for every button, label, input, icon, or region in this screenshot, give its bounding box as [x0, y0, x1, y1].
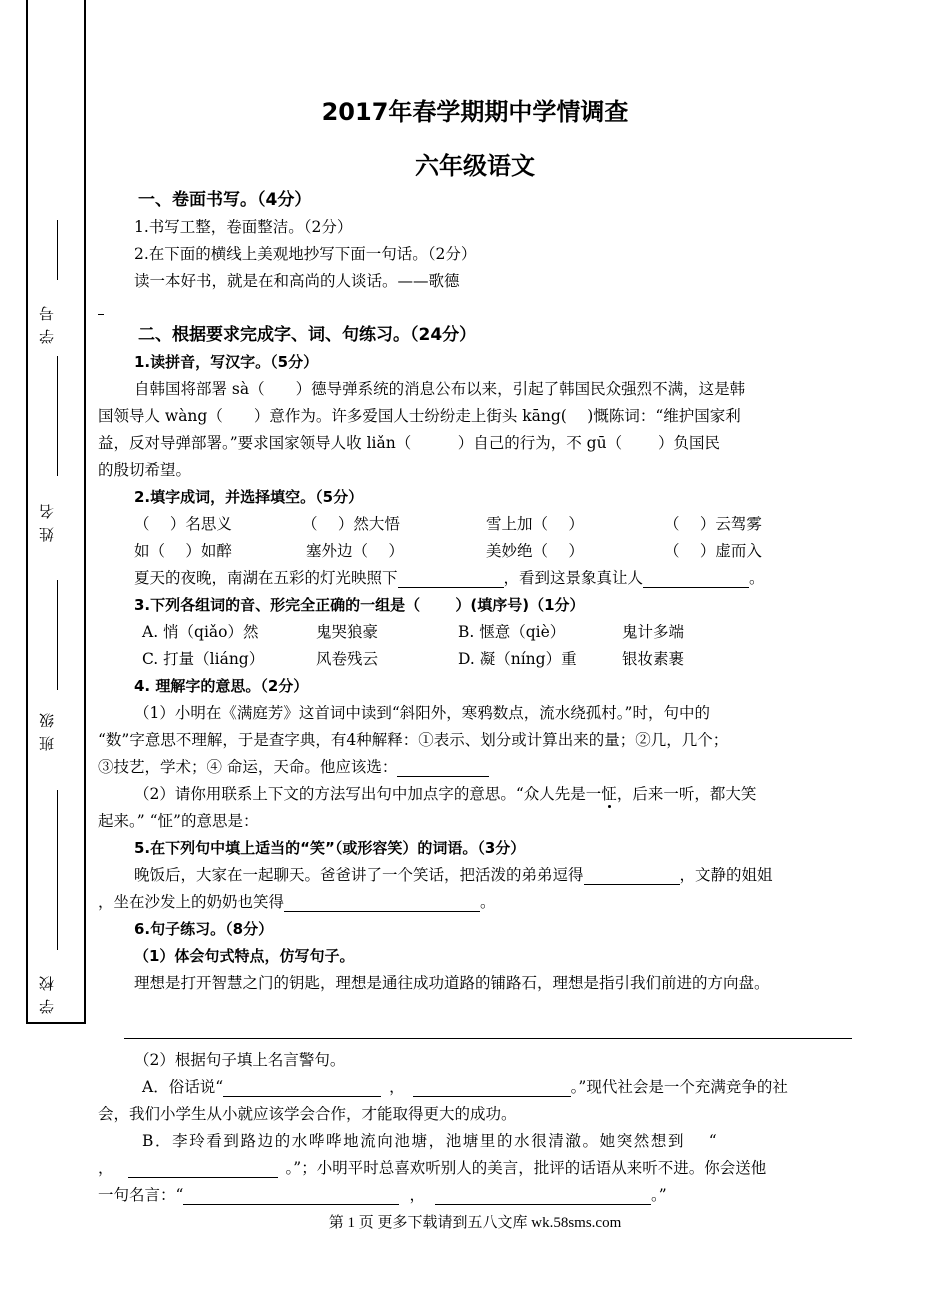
- q6-b-line3-post: 。”: [650, 1186, 667, 1204]
- q2-title: 2.填字成词，并选择填空。（5分）: [134, 488, 364, 506]
- section2-heading: 二、根据要求完成字、词、句练习。（24分）: [138, 325, 477, 345]
- q2-r2-a: 如（ ）如醉: [134, 542, 232, 560]
- s1-quote: 读一本好书，就是在和高尚的人谈话。——歌德: [134, 272, 460, 290]
- q2-r1-b: （ ）然大悟: [302, 515, 400, 533]
- xingming-label: 姓名: [38, 496, 56, 542]
- q1-title: 1.读拼音，写汉字。（5分）: [134, 353, 319, 371]
- q6-a-line1: [142, 1077, 788, 1097]
- q6-b-line2: [98, 1158, 766, 1178]
- q3-a1: A. 悄（qiǎo）然: [142, 623, 259, 641]
- q5-line2-text: ，坐在沙发上的奶奶也笑得: [98, 893, 285, 911]
- q4-p1-line1: （1）小明在《满庭芳》这首词中读到“斜阳外，寒鸦数点，流水绕孤村。”时，句中的: [134, 704, 710, 722]
- q6-b-comma: ，: [98, 1159, 114, 1177]
- q4-p2-line2-text: 起来。” “怔”的意思是：: [98, 812, 259, 830]
- q5-blank-2[interactable]: [284, 895, 480, 912]
- q1-line3: 益，反对导弹部署。”要求国家领导人收 liǎn（ ）自己的行为，不 gū（ ）负国民: [98, 434, 721, 452]
- q2-fill-c: 。: [749, 569, 765, 587]
- q4-p1-line2: “数”字意思不理解，于是查字典，有4种解释：①表示、划分或计算出来的量；②几，几个；: [98, 731, 729, 749]
- q6-answer-line[interactable]: [124, 1038, 852, 1039]
- q5-blank-1[interactable]: [584, 868, 680, 885]
- section1-heading: 一、卷面书写。（4分）: [138, 190, 312, 210]
- q5-line1-tail: ，文静的姐姐: [679, 866, 773, 884]
- q2-r1-d: （ ）云驾雾: [664, 515, 762, 533]
- page-subtitle: 六年级语文: [415, 152, 535, 180]
- xuehao-label: 学号: [38, 298, 56, 344]
- q2-fill-b: ，看到这景象真让人: [503, 569, 644, 587]
- q6-b-blank-2[interactable]: [183, 1188, 399, 1205]
- q6-b-blank-1[interactable]: [128, 1161, 278, 1178]
- q6-a-line2: 会，我们小学生从小就应该学会合作，才能取得更大的成功。: [98, 1105, 517, 1123]
- xuehao-line: [57, 220, 58, 280]
- q6-a-blank-1[interactable]: [223, 1080, 381, 1097]
- q6-title: 6.句子练习。（8分）: [134, 920, 274, 938]
- q6-b-blank-3[interactable]: [435, 1188, 651, 1205]
- q6-p1-text: 理想是打开智慧之门的钥匙，理想是通往成功道路的铺路石，理想是指引我们前进的方向盘。: [134, 974, 770, 992]
- q3-d1: D. 凝（níng）重: [458, 650, 577, 668]
- q2-r2-d: （ ）虚而入: [664, 542, 762, 560]
- q5-line2-tail: 。: [480, 893, 496, 911]
- q4-p1-line3: [98, 757, 489, 777]
- q3-c1: C. 打量（liáng）: [142, 650, 265, 668]
- q6-a-pre: A．俗话说“: [142, 1078, 224, 1096]
- q3-d2: 银妆素裹: [622, 650, 685, 668]
- q6-p2: （2）根据句子填上名言警句。: [134, 1051, 346, 1069]
- q4-p2-line1: [134, 784, 756, 804]
- q6-b-line3: [98, 1185, 667, 1205]
- q4-title: 4. 理解字的意思。（2分）: [134, 677, 309, 695]
- q2-r2-b: 塞外边（ ）: [306, 542, 404, 560]
- q4-blank-2[interactable]: [258, 815, 338, 831]
- q4-blank-1[interactable]: [397, 760, 489, 777]
- page-footer: 第 1 页 更多下载请到五八文库 wk.58sms.com: [328, 1215, 622, 1231]
- q5-line1: [134, 865, 773, 885]
- q3-b2: 鬼计多端: [622, 623, 685, 641]
- q3-a2: 鬼哭狼豪: [316, 623, 379, 641]
- q6-p1: （1）体会句式特点，仿写句子。: [134, 947, 355, 965]
- q5-line1-text: 晚饭后，大家在一起聊天。爸爸讲了一个笑话，把活泼的弟弟逗得: [134, 866, 584, 884]
- xingming-line: [57, 356, 58, 476]
- q2-r1-a: （ ）名思义: [134, 515, 232, 533]
- q6-a-post: 。”现代社会是一个充满竞争的社: [570, 1078, 788, 1096]
- q6-b-line2-text: 。”；小明平时总喜欢听别人的美言，批评的话语从来听不进。你会送他: [285, 1159, 767, 1177]
- q1-line1: 自韩国将部署 sà（ ）德导弹系统的消息公布以来，引起了韩国民众强烈不满，这是韩: [134, 380, 746, 398]
- q3-b1: B. 惬意（qiè）: [458, 623, 566, 641]
- q5-line2: [98, 892, 496, 912]
- q4-p2-text-b: ，后来一听，都大笑: [616, 785, 757, 803]
- banji-label: 班级: [38, 705, 56, 751]
- q1-line2: 国领导人 wàng（ ）意作为。许多爱国人士纷纷走上街头 kāng( )慨陈词：“维护国家利: [98, 407, 741, 425]
- xuexiao-label: 学校: [38, 968, 56, 1014]
- q2-r1-c: 雪上加（ ）: [486, 515, 584, 533]
- q4-p2-line2: [98, 811, 338, 831]
- xuexiao-line: [57, 790, 58, 950]
- q2-blank-2[interactable]: [643, 571, 749, 588]
- q3-title: 3.下列各组词的音、形完全正确的一组是（ ）(填序号)（1分）: [134, 596, 585, 614]
- q6-b-line3-mid: ，: [409, 1186, 425, 1204]
- q6-a-mid: ，: [389, 1078, 405, 1096]
- q4-dotted-char: 怔: [601, 785, 617, 803]
- q6-a-blank-2[interactable]: [413, 1080, 571, 1097]
- q3-c2: 风卷残云: [316, 650, 379, 668]
- margin-dash: [98, 314, 104, 315]
- q2-r2-c: 美妙绝（ ）: [486, 542, 584, 560]
- q1-line4: 的殷切希望。: [98, 461, 192, 479]
- q6-b-line3-pre: 一句名言：“: [98, 1186, 184, 1204]
- banji-line: [57, 580, 58, 690]
- q2-fill-a: 夏天的夜晚，南湖在五彩的灯光映照下: [134, 569, 398, 587]
- s1-q1: 1.书写工整，卷面整洁。（2分）: [134, 218, 353, 236]
- q4-p2-text-a: （2）请你用联系上下文的方法写出句中加点字的意思。“众人先是一: [134, 785, 602, 803]
- q4-p1-line3-text: ③技艺，学术；④ 命运，天命。他应该选：: [98, 758, 398, 776]
- s1-q2: 2.在下面的横线上美观地抄写下面一句话。（2分）: [134, 245, 477, 263]
- q2-blank-1[interactable]: [398, 571, 504, 588]
- q5-title: 5.在下列句中填上适当的“笑”（或形容笑）的词语。（3分）: [134, 839, 526, 857]
- q6-b-line1: B．李玲看到路边的水哗哗地流向池塘，池塘里的水很清澈。她突然想到 “: [142, 1132, 719, 1150]
- q2-fill-sentence: [134, 568, 765, 588]
- page-title: 2017年春学期期中学情调查: [321, 98, 629, 126]
